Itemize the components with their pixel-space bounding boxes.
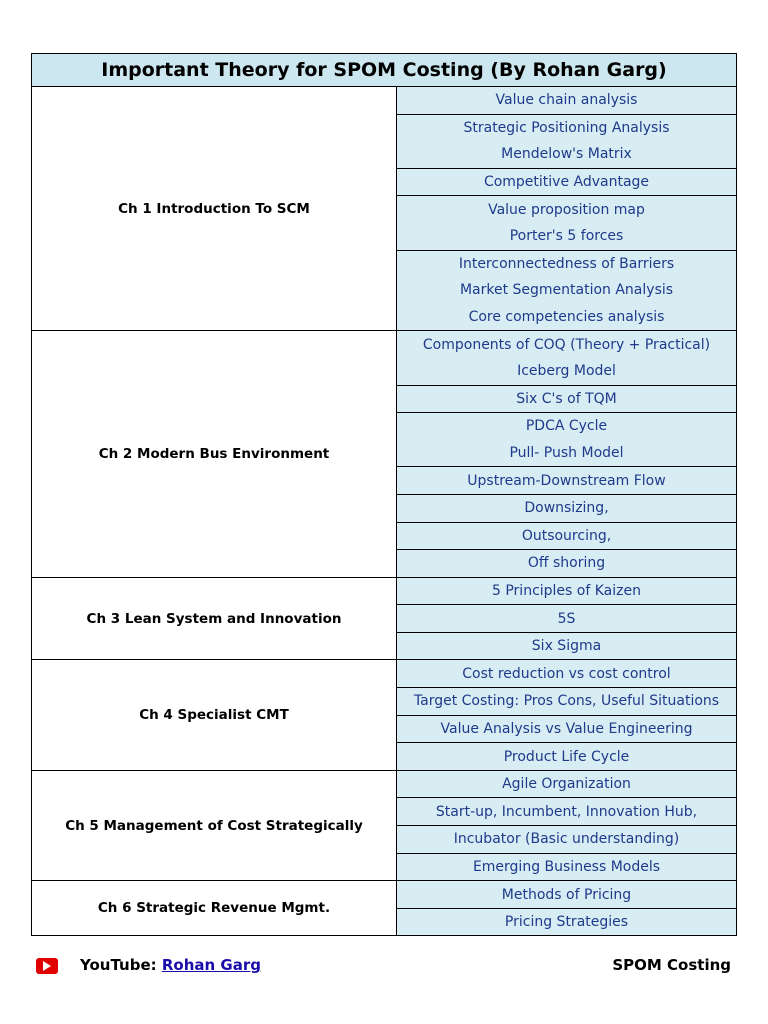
table-body <box>31 87 737 936</box>
theory-table <box>31 53 737 936</box>
topic-item: 5S <box>557 610 576 627</box>
topic-group <box>397 578 736 606</box>
topic-item: Components of COQ (Theory + Practical) <box>422 336 711 353</box>
topic-item: Downsizing, <box>524 500 609 517</box>
topic-item: Core competencies analysis <box>468 309 665 326</box>
topic-item: Off shoring <box>527 555 606 572</box>
topic-group <box>397 660 736 688</box>
chapter-row <box>31 771 737 881</box>
youtube-play-icon[interactable] <box>36 958 58 974</box>
topic-list <box>396 87 737 331</box>
topic-item: Strategic Positioning Analysis <box>463 119 670 136</box>
topic-item: Outsourcing, <box>521 527 612 544</box>
topic-group <box>397 605 736 633</box>
chapter-row <box>31 578 737 661</box>
topic-item: Incubator (Basic understanding) <box>453 831 680 848</box>
topic-list <box>396 331 737 577</box>
topic-item: Porter's 5 forces <box>509 228 624 245</box>
topic-item: Methods of Pricing <box>501 886 632 903</box>
topic-group <box>397 169 736 197</box>
topic-group <box>397 771 736 799</box>
chapter-row <box>31 881 737 936</box>
topic-item: Six C's of TQM <box>516 390 617 407</box>
topic-group <box>397 909 736 937</box>
youtube-channel-link[interactable]: Rohan Garg <box>161 956 262 974</box>
topic-item: Emerging Business Models <box>472 858 661 875</box>
topic-list <box>396 771 737 881</box>
chapter-name: Ch 5 Management of Cost Strategically <box>31 771 396 881</box>
topic-group <box>397 798 736 826</box>
chapter-row <box>31 87 737 331</box>
topic-group <box>397 688 736 716</box>
topic-item: Target Costing: Pros Cons, Useful Situations <box>413 693 720 710</box>
topic-item: Value chain analysis <box>495 92 638 109</box>
topic-item: Competitive Advantage <box>483 174 650 191</box>
topic-group <box>397 550 736 578</box>
topic-item: Mendelow's Matrix <box>501 146 632 163</box>
topic-item: Six Sigma <box>531 638 602 655</box>
topic-item: Product Life Cycle <box>503 748 630 765</box>
topic-group <box>397 386 736 414</box>
topic-group <box>397 826 736 854</box>
topic-group <box>397 196 736 250</box>
topic-group <box>397 467 736 495</box>
topic-item: Iceberg Model <box>517 363 616 380</box>
topic-group <box>397 413 736 467</box>
topic-item: PDCA Cycle <box>525 418 608 435</box>
topic-item: Value Analysis vs Value Engineering <box>440 720 693 737</box>
topic-list <box>396 578 737 661</box>
topic-group <box>397 743 736 771</box>
chapter-name: Ch 6 Strategic Revenue Mgmt. <box>31 881 396 936</box>
topic-item: Pricing Strategies <box>504 914 629 931</box>
youtube-credit <box>80 956 261 974</box>
topic-group <box>397 87 736 115</box>
topic-list <box>396 881 737 936</box>
footer-subject: SPOM Costing <box>612 956 731 974</box>
topic-group <box>397 331 736 385</box>
chapter-name: Ch 1 Introduction To SCM <box>31 87 396 331</box>
topic-list <box>396 660 737 770</box>
youtube-label: YouTube: <box>80 956 157 974</box>
chapter-row <box>31 660 737 770</box>
topic-item: Market Segmentation Analysis <box>459 282 674 299</box>
topic-item: Agile Organization <box>502 776 631 793</box>
topic-group <box>397 523 736 551</box>
topic-item: Interconnectedness of Barriers <box>458 255 675 272</box>
topic-item: Value proposition map <box>488 201 645 218</box>
topic-item: Start-up, Incumbent, Innovation Hub, <box>435 803 698 820</box>
topic-group <box>397 495 736 523</box>
topic-group <box>397 854 736 882</box>
page-footer <box>0 956 768 980</box>
topic-item: Pull- Push Model <box>509 445 624 462</box>
chapter-name: Ch 3 Lean System and Innovation <box>31 578 396 661</box>
topic-group <box>397 251 736 332</box>
topic-group <box>397 633 736 661</box>
topic-group <box>397 881 736 909</box>
chapter-name: Ch 2 Modern Bus Environment <box>31 331 396 577</box>
topic-item: Upstream-Downstream Flow <box>467 472 666 489</box>
topic-group <box>397 716 736 744</box>
table-title: Important Theory for SPOM Costing (By Rohan Garg) <box>31 53 737 87</box>
topic-item: Cost reduction vs cost control <box>462 665 671 682</box>
topic-item: 5 Principles of Kaizen <box>492 582 641 599</box>
chapter-name: Ch 4 Specialist CMT <box>31 660 396 770</box>
topic-group <box>397 115 736 169</box>
chapter-row <box>31 331 737 577</box>
